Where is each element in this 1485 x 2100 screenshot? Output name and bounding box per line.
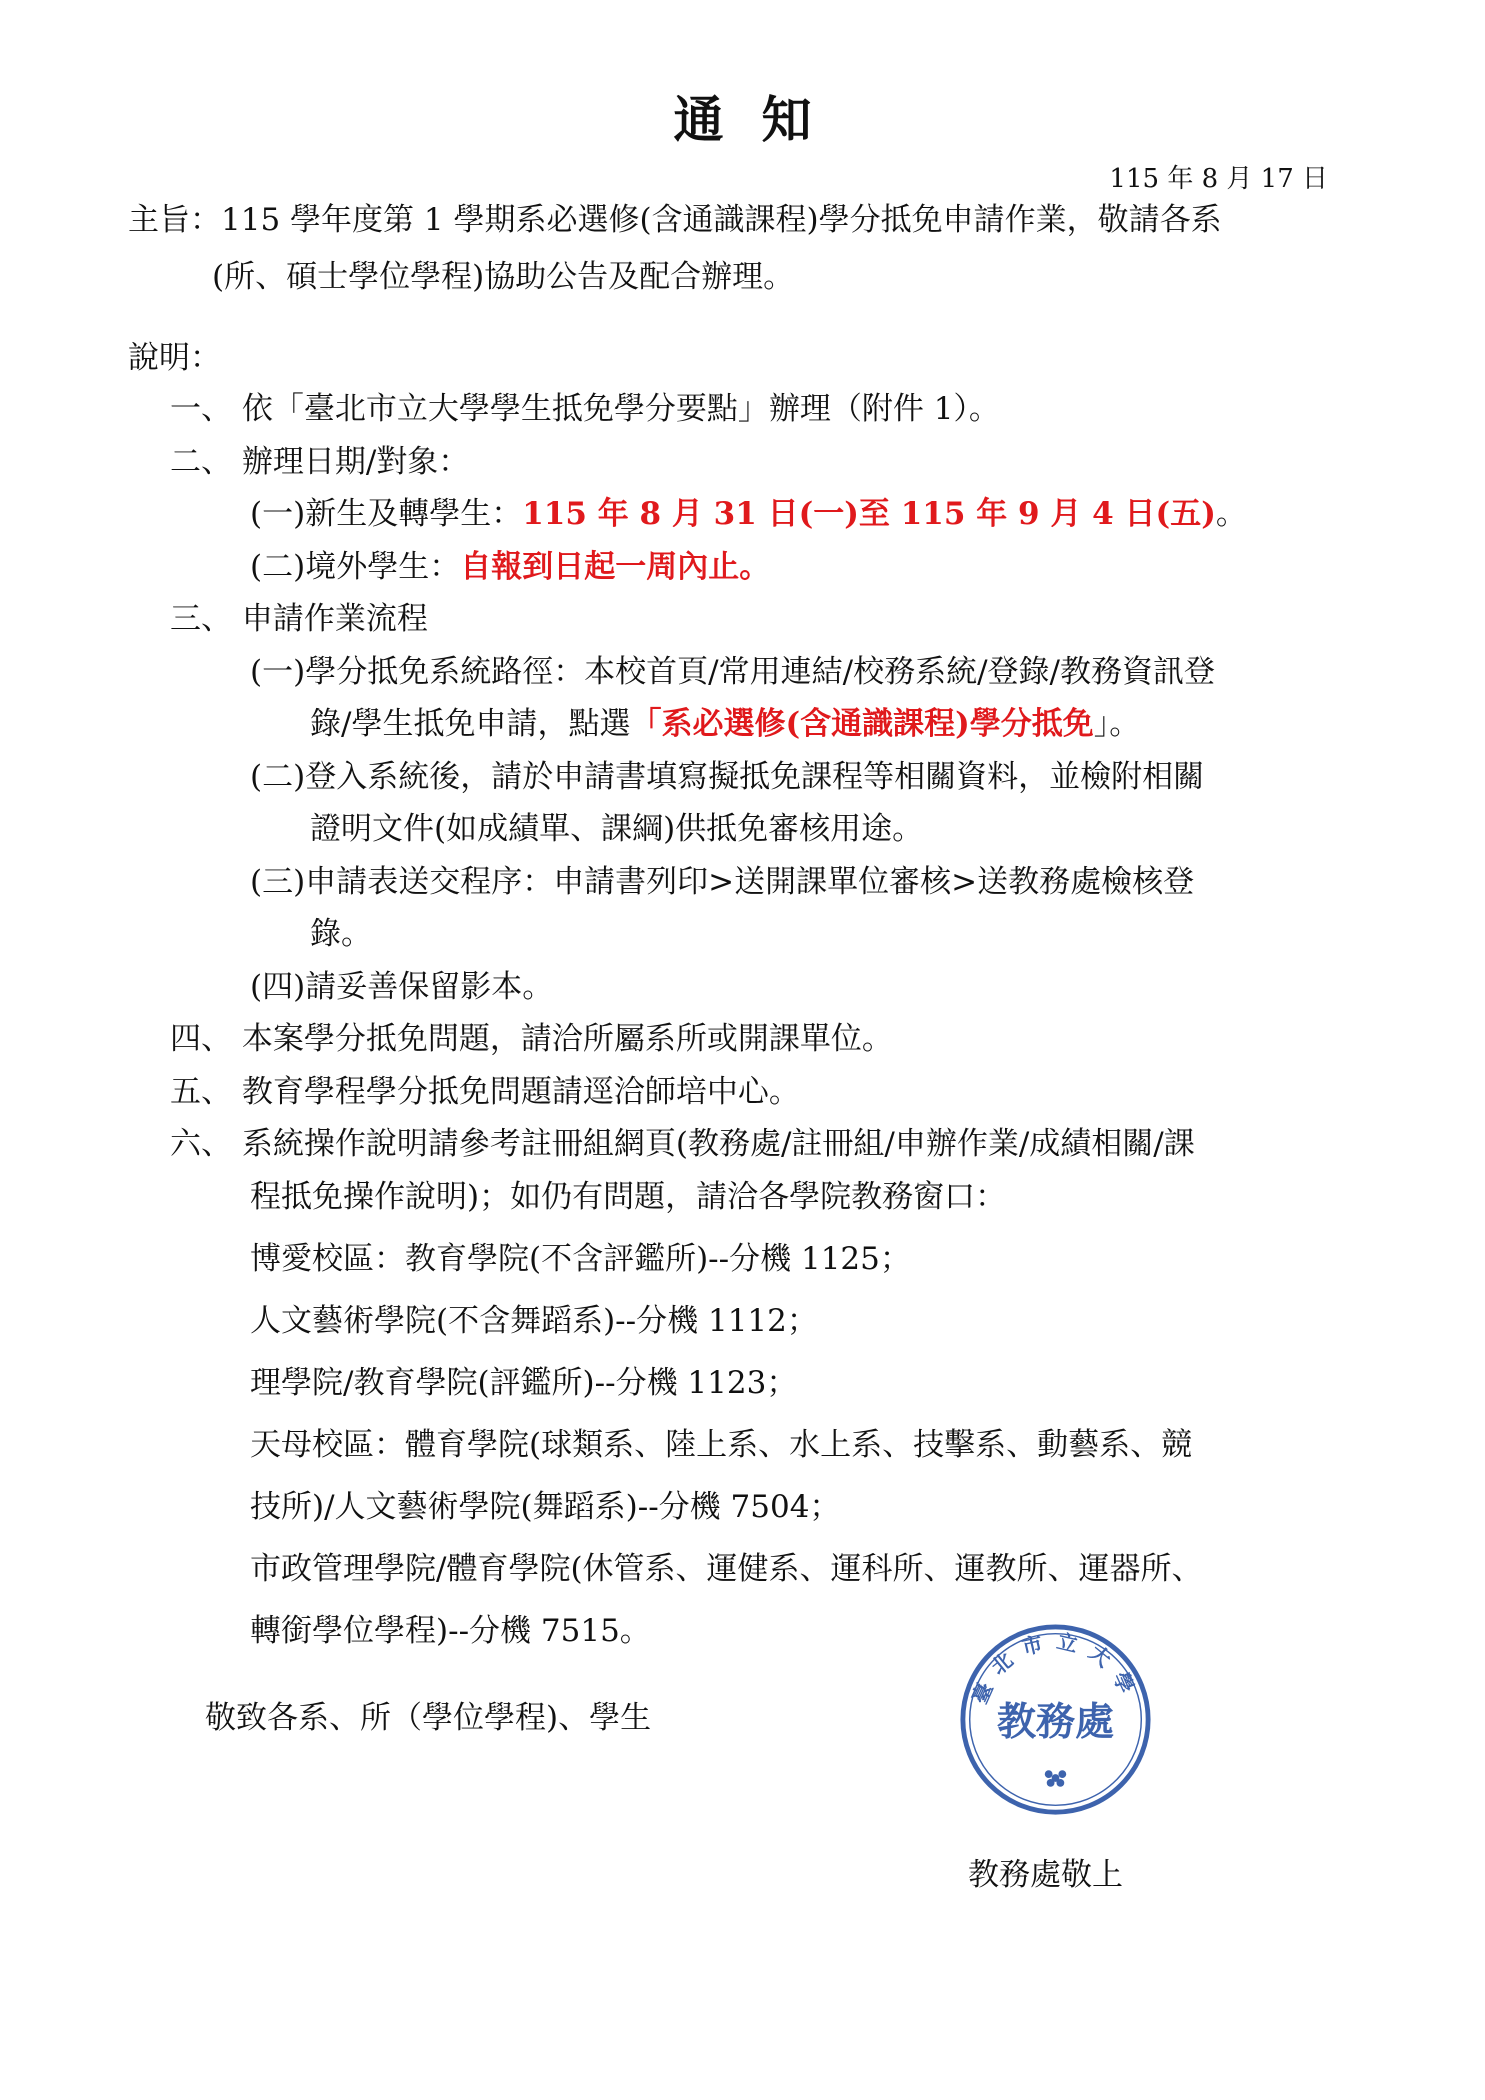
item-2a (250, 494, 1247, 534)
item-2b (250, 547, 770, 587)
stamp-center-text: 教務處 (996, 1699, 1115, 1746)
item-2a-label: (一)新生及轉學生： (250, 496, 523, 532)
contact-science-evaluation: 理學院/教育學院(評鑑所)--分機 1123； (250, 1365, 798, 1401)
item-2: 二、 辦理日期/對象： (170, 444, 470, 480)
explain-label: 說明： (128, 340, 221, 376)
office-seal-stamp (958, 1622, 1153, 1817)
contact-boai-education: 博愛校區：教育學院(不含評鑑所)--分機 1125； (250, 1241, 911, 1277)
contact-municipal-line-2: 轉銜學位學程)--分機 7515。 (250, 1613, 651, 1649)
item-3d: (四)請妥善保留影本。 (250, 969, 554, 1005)
item-6-line-1: 六、 系統操作說明請參考註冊組網頁(教務處/註冊組/申辦作業/成績相關/課 (170, 1126, 1195, 1162)
stamp-ring-text: 臺北市立大學 (967, 1628, 1144, 1708)
item-3: 三、 申請作業流程 (170, 601, 428, 637)
item-3c-line-2: 錄。 (310, 916, 372, 952)
contact-tianmu-line-2: 技所)/人文藝術學院(舞蹈系)--分機 7504； (250, 1489, 841, 1525)
item-3a-line-2 (310, 704, 1140, 744)
item-3a-end: 」。 (1093, 706, 1141, 742)
subject-line-2: (所、碩士學位學程)協助公告及配合辦理。 (212, 259, 795, 295)
item-3a-option-name: 「系必選修(含通識課程)學分抵免 (630, 706, 1094, 742)
item-5: 五、 教育學程學分抵免問題請逕洽師培中心。 (170, 1074, 800, 1110)
item-3a-path-text: 錄/學生抵免申請，點選 (310, 706, 631, 742)
recipients: 敬致各系、所（學位學程)、學生 (205, 1700, 652, 1736)
contact-humanities-arts: 人文藝術學院(不含舞蹈系)--分機 1112； (250, 1303, 818, 1339)
subject-line-1: 主旨：115 學年度第 1 學期系必選修(含通識課程)學分抵免申請作業，敬請各系 (128, 202, 1222, 238)
item-3c-line-1: (三)申請表送交程序：申請書列印>送開課單位審核>送教務處檢核登 (250, 864, 1195, 900)
item-3b-line-2: 證明文件(如成績單、課綱)供抵免審核用途。 (310, 811, 924, 847)
signature: 教務處敬上 (968, 1857, 1123, 1893)
item-2b-label: (二)境外學生： (250, 549, 461, 585)
plum-blossom-icon (1045, 1770, 1066, 1787)
contact-municipal-line-1: 市政管理學院/體育學院(休管系、運健系、運科所、運教所、運器所、 (250, 1551, 1203, 1587)
item-2b-period: 自報到日起一周內止。 (460, 549, 771, 585)
item-4: 四、 本案學分抵免問題，請洽所屬系所或開課單位。 (170, 1021, 893, 1057)
item-2a-date-range: 115 年 8 月 31 日(一)至 115 年 9 月 4 日(五) (522, 496, 1216, 532)
item-1: 一、 依「臺北市立大學學生抵免學分要點」辦理（附件 1）。 (170, 391, 1000, 427)
contact-tianmu-line-1: 天母校區：體育學院(球類系、陸上系、水上系、技擊系、動藝系、競 (250, 1427, 1193, 1463)
page-title: 通知 (673, 90, 850, 149)
item-3a-line-1: (一)學分抵免系統路徑：本校首頁/常用連結/校務系統/登錄/教務資訊登 (250, 654, 1215, 690)
svg-text:臺北市立大學 (968, 1629, 1144, 1707)
item-6-line-2: 程抵免操作說明)；如仍有問題，請洽各學院教務窗口： (250, 1179, 1007, 1215)
notice-date: 115 年 8 月 17 日 (1109, 164, 1328, 194)
item-3b-line-1: (二)登入系統後，請於申請書填寫擬抵免課程等相關資料，並檢附相關 (250, 759, 1205, 795)
item-2a-end: 。 (1215, 496, 1247, 532)
